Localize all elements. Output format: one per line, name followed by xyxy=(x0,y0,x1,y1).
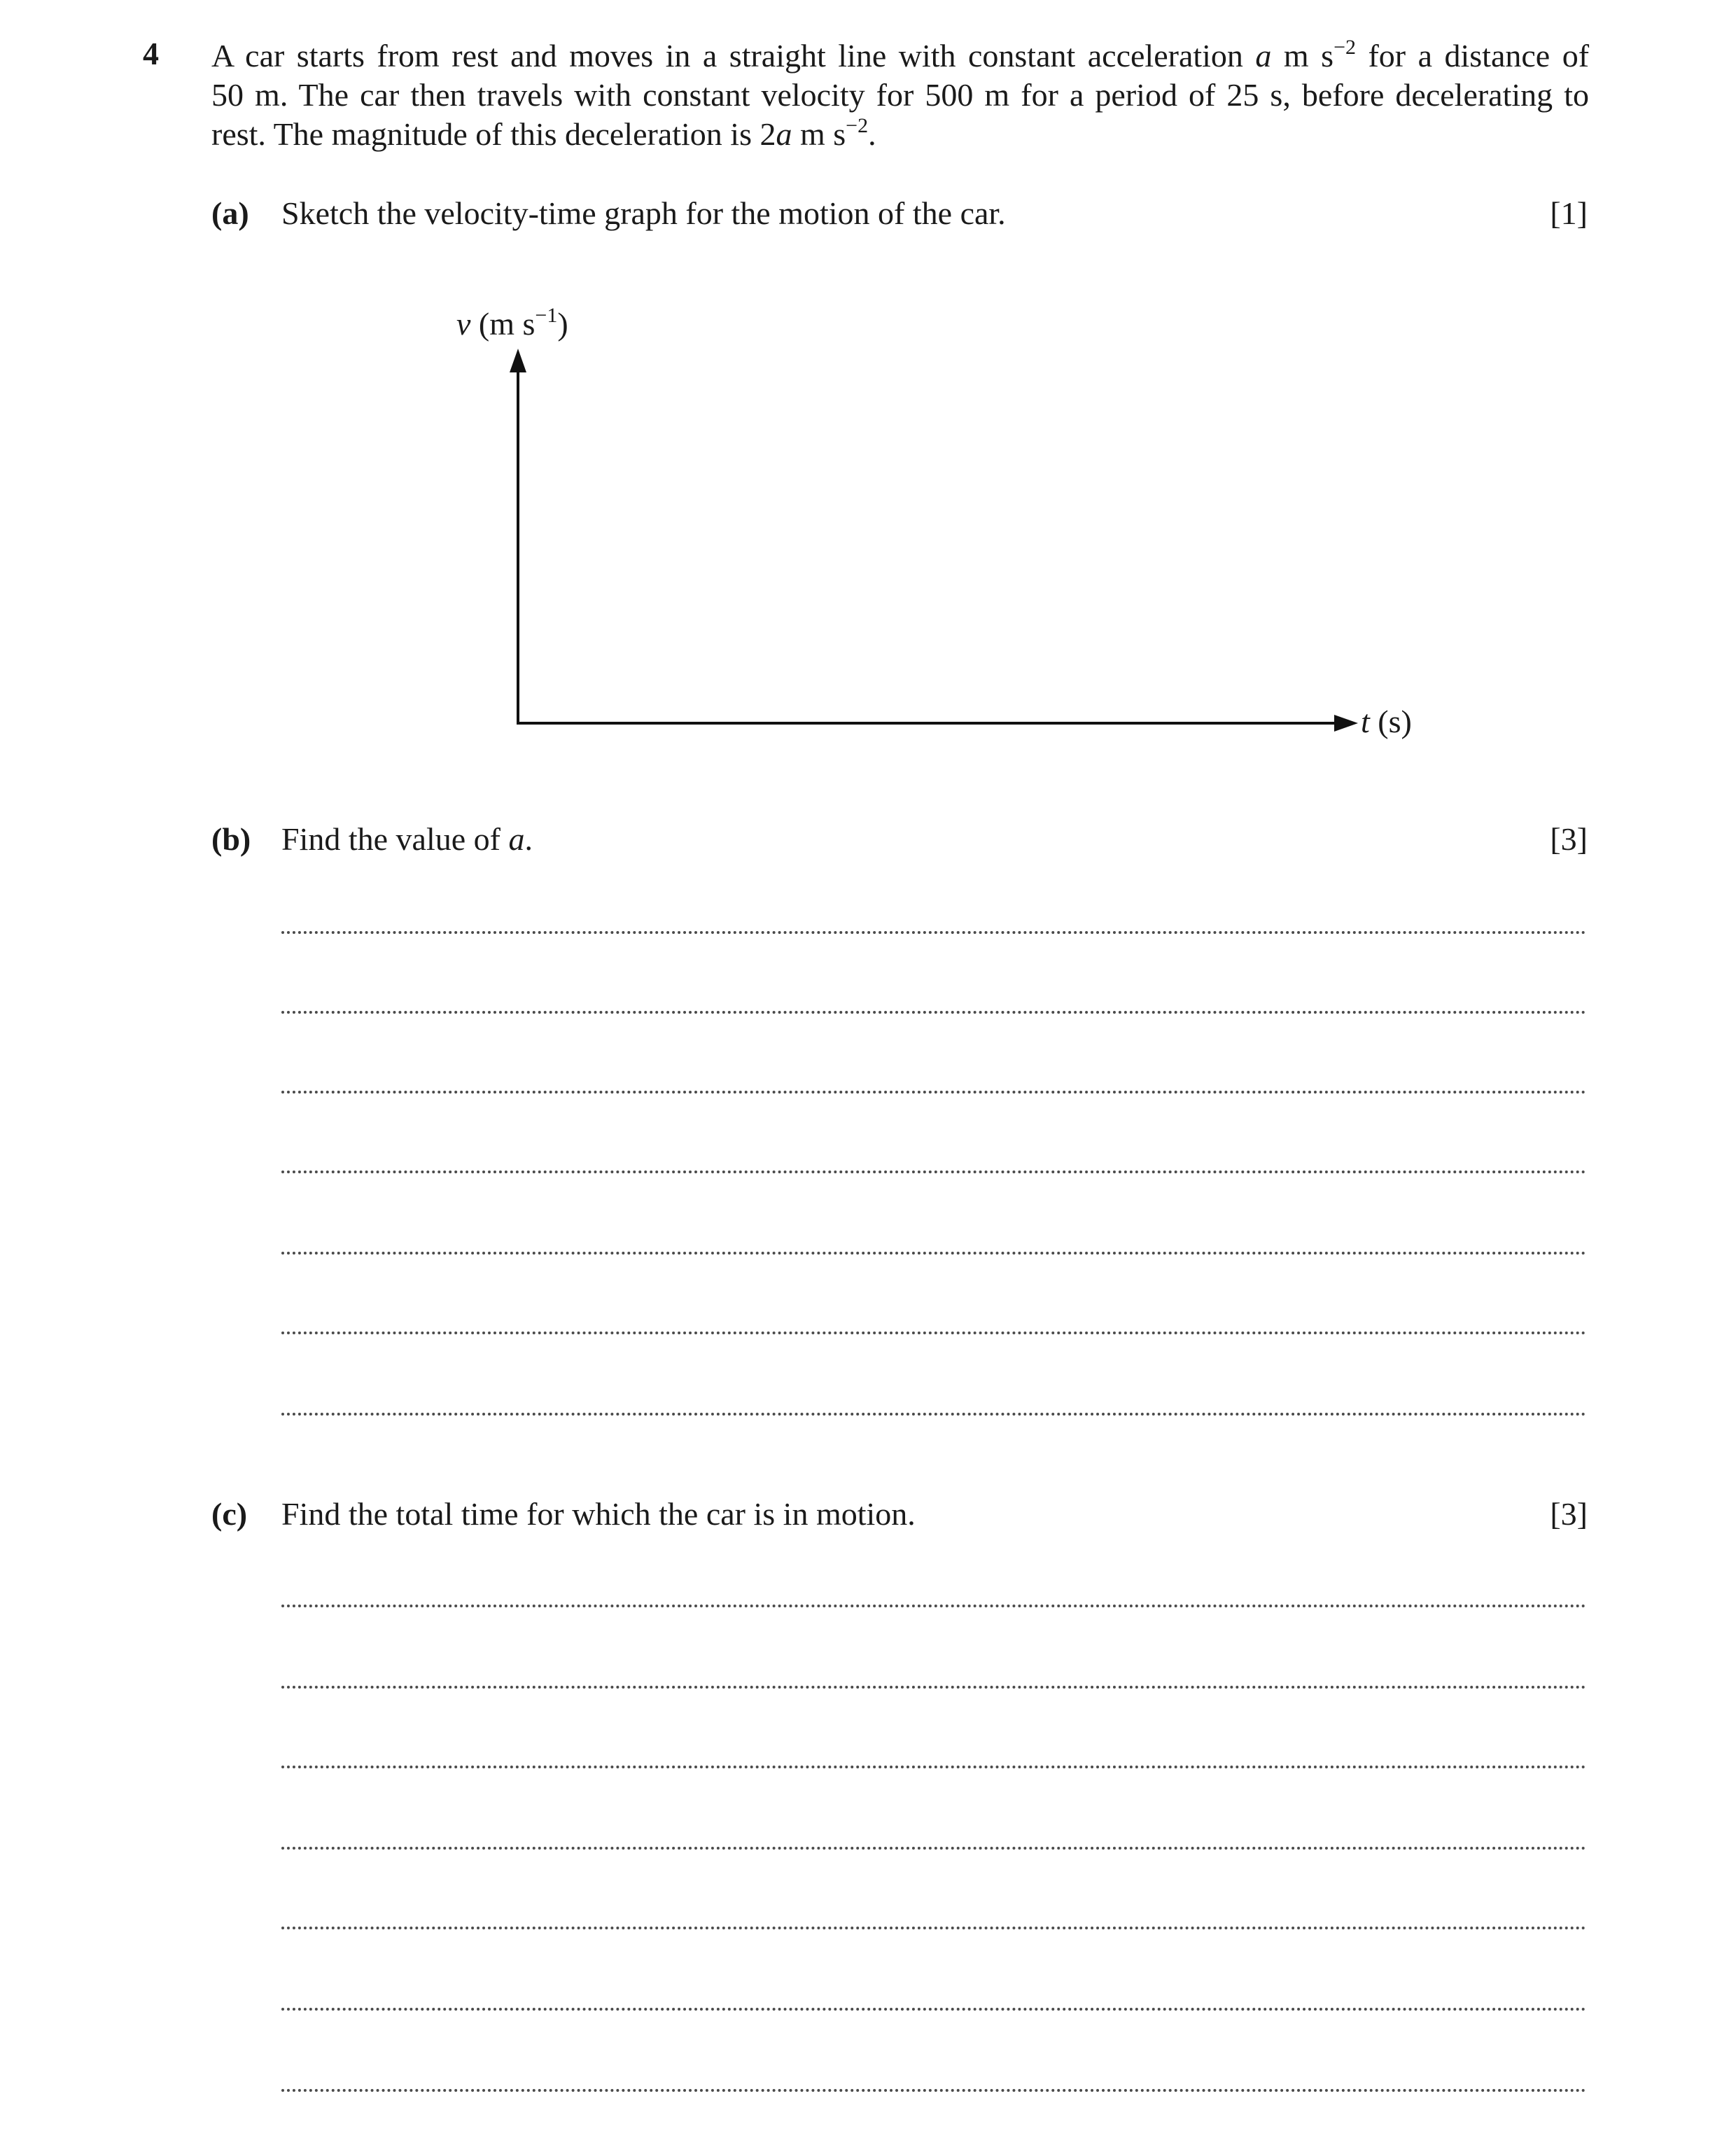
answer-line-b-1[interactable] xyxy=(281,931,1586,934)
answer-line-b-3[interactable] xyxy=(281,1091,1586,1094)
answer-line-b-6[interactable] xyxy=(281,1332,1586,1334)
question-number: 4 xyxy=(143,36,159,71)
stem-line-3: rest. The magnitude of this deceleration is 2a m $s^{-2}$. xyxy=(211,114,876,152)
answer-line-c-4[interactable] xyxy=(281,1847,1586,1850)
answer-line-b-7[interactable] xyxy=(281,1413,1586,1416)
part-b-label: (b) xyxy=(211,821,251,857)
velocity-time-axes[interactable] xyxy=(448,294,1358,742)
part-c-marks: [3] xyxy=(1550,1496,1588,1532)
part-c-text: Find the total time for which the car is in motion. xyxy=(281,1496,916,1532)
y-axis-arrowhead xyxy=(510,349,526,372)
stem-line-1: A car starts from rest and moves in a straight line with constant acceleration a m $s^{-2}$ for a distance of xyxy=(211,36,1590,74)
answer-line-c-2[interactable] xyxy=(281,1686,1586,1689)
part-b-marks: [3] xyxy=(1550,821,1588,857)
part-c-label: (c) xyxy=(211,1496,248,1532)
part-b-text: Find the value of a. xyxy=(281,821,533,857)
part-a-text: Sketch the velocity-time graph for the motion of the car. xyxy=(281,195,1006,231)
part-a-label: (a) xyxy=(211,195,249,231)
answer-line-c-1[interactable] xyxy=(281,1605,1586,1607)
part-a-marks: [1] xyxy=(1550,195,1588,231)
answer-line-b-5[interactable] xyxy=(281,1252,1586,1255)
question-stem xyxy=(211,36,1589,154)
answer-line-b-4[interactable] xyxy=(281,1171,1586,1173)
x-axis-label: t (s) xyxy=(1361,704,1412,739)
x-axis-arrowhead xyxy=(1334,715,1358,732)
y-axis-label: v (m $s^{-1}$) xyxy=(456,304,568,342)
answer-line-b-2[interactable] xyxy=(281,1011,1586,1014)
answer-line-c-6[interactable] xyxy=(281,2008,1586,2011)
answer-line-c-3[interactable] xyxy=(281,1766,1586,1768)
answer-line-c-7[interactable] xyxy=(281,2089,1586,2092)
stem-line-2: 50 m. The car then travels with constant velocity for 500 m for a period of 25 s, before decelerating to xyxy=(211,77,1589,113)
answer-line-c-5[interactable] xyxy=(281,1927,1586,1929)
